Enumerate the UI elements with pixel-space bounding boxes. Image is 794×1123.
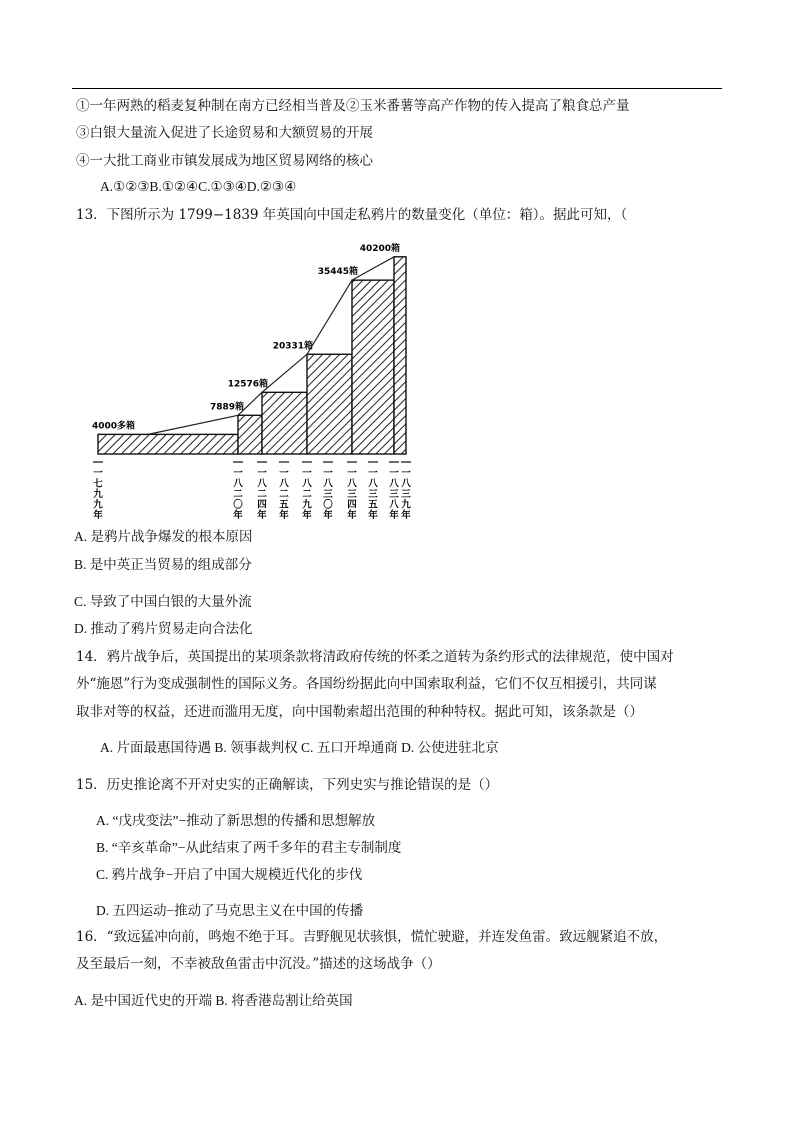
x-tick-label: 一八二九年 bbox=[302, 468, 312, 521]
value-label-3: 12576箱 bbox=[227, 379, 268, 390]
x-tick-label: 一八二五年 bbox=[279, 468, 289, 521]
q12-choices: A.①②③B.①②④C.①③④D.②③④ bbox=[100, 179, 297, 194]
q15-stem: 15．历史推论离不开对史实的正确解读，下列史实与推论错误的是（） bbox=[76, 777, 499, 793]
q15-option-b: B. “辛亥革命”−从此结束了两千多年的君主专制制度 bbox=[96, 840, 402, 855]
q12-option-4: ④一大批工商业市镇发展成为地区贸易网络的核心 bbox=[76, 153, 373, 169]
bar-3 bbox=[262, 392, 307, 454]
q16-choices: A. 是中国近代史的开端 B. 将香港岛割让给英国 bbox=[74, 993, 353, 1008]
bar-5 bbox=[352, 280, 394, 454]
q15-option-a: A. “戊戌变法”−推动了新思想的传播和思想解放 bbox=[96, 813, 376, 828]
q12-option-3: ③白银大量流入促进了长途贸易和大额贸易的开展 bbox=[76, 125, 373, 141]
q13-option-a: A. 是鸦片战争爆发的根本原因 bbox=[74, 529, 253, 544]
x-tick-label: 一七九九年 bbox=[93, 468, 103, 521]
x-tick-label: 一八三四年 bbox=[347, 468, 357, 521]
x-tick-label: 一八二四年 bbox=[257, 468, 267, 521]
header-rule bbox=[72, 88, 722, 89]
q16-stem-line-2: 及至最后一刻，不幸被敌鱼雷击中沉没。”描述的这场战争（） bbox=[76, 956, 441, 972]
x-tick-label: 一八二〇年 bbox=[233, 468, 243, 521]
x-tick-label: 一八三五年 bbox=[368, 468, 378, 521]
q15-option-d: D. 五四运动−推动了马克思主义在中国的传播 bbox=[96, 903, 364, 918]
x-tick-label: 一八三九年 bbox=[401, 468, 411, 521]
q13-option-b: B. 是中英正当贸易的组成部分 bbox=[74, 557, 252, 572]
value-label-6: 40200箱 bbox=[359, 243, 400, 254]
x-tick-label: 一八三〇年 bbox=[323, 468, 333, 521]
q13-option-c: C. 导致了中国白银的大量外流 bbox=[74, 594, 252, 609]
q14-stem-line-2: 外“施恩”行为变成强制性的国际义务。各国纷纷据此向中国索取利益，它们不仅互相援引，共同谋 bbox=[76, 676, 657, 692]
bar-6 bbox=[394, 257, 406, 454]
bar-1 bbox=[98, 434, 238, 454]
opium-smuggling-chart bbox=[86, 234, 416, 521]
q13-option-d: D. 推动了鸦片贸易走向合法化 bbox=[74, 621, 253, 636]
bar-4 bbox=[307, 354, 352, 454]
q14-stem-line-3: 取非对等的权益，还进而滥用无度，向中国勒索超出范围的种种特权。据此可知，该条款是（） bbox=[76, 704, 643, 720]
bar-2 bbox=[238, 415, 262, 454]
x-tick-label: 一八三八年 bbox=[389, 468, 399, 521]
q15-option-c: C. 鸦片战争−开启了中国大规模近代化的步伐 bbox=[96, 867, 363, 882]
value-label-1: 4000多箱 bbox=[92, 421, 136, 432]
q13-stem: 13．下图所示为 1799−1839 年英国向中国走私鸦片的数量变化（单位：箱）。据此可知，（ bbox=[76, 207, 628, 223]
q14-choices: A. 片面最惠国待遇 B. 领事裁判权 C. 五口开埠通商 D. 公使进驻北京 bbox=[100, 740, 499, 755]
q14-stem-line-1: 14．鸦片战争后，英国提出的某项条款将清政府传统的怀柔之道转为条约形式的法律规范，使中国对 bbox=[76, 649, 674, 665]
q16-stem-line-1: 16．“致远猛冲向前，鸣炮不绝于耳。吉野舰见状骇惧，慌忙驶避，并连发鱼雷。致远舰紧追不放， bbox=[76, 929, 668, 945]
value-label-5: 35445箱 bbox=[317, 267, 358, 278]
value-label-2: 7889箱 bbox=[209, 402, 244, 413]
q12-option-1-2: ①一年两熟的稻麦复种制在南方已经相当普及②玉米番薯等高产作物的传入提高了粮食总产量 bbox=[76, 98, 630, 114]
value-label-4: 20331箱 bbox=[272, 341, 313, 352]
